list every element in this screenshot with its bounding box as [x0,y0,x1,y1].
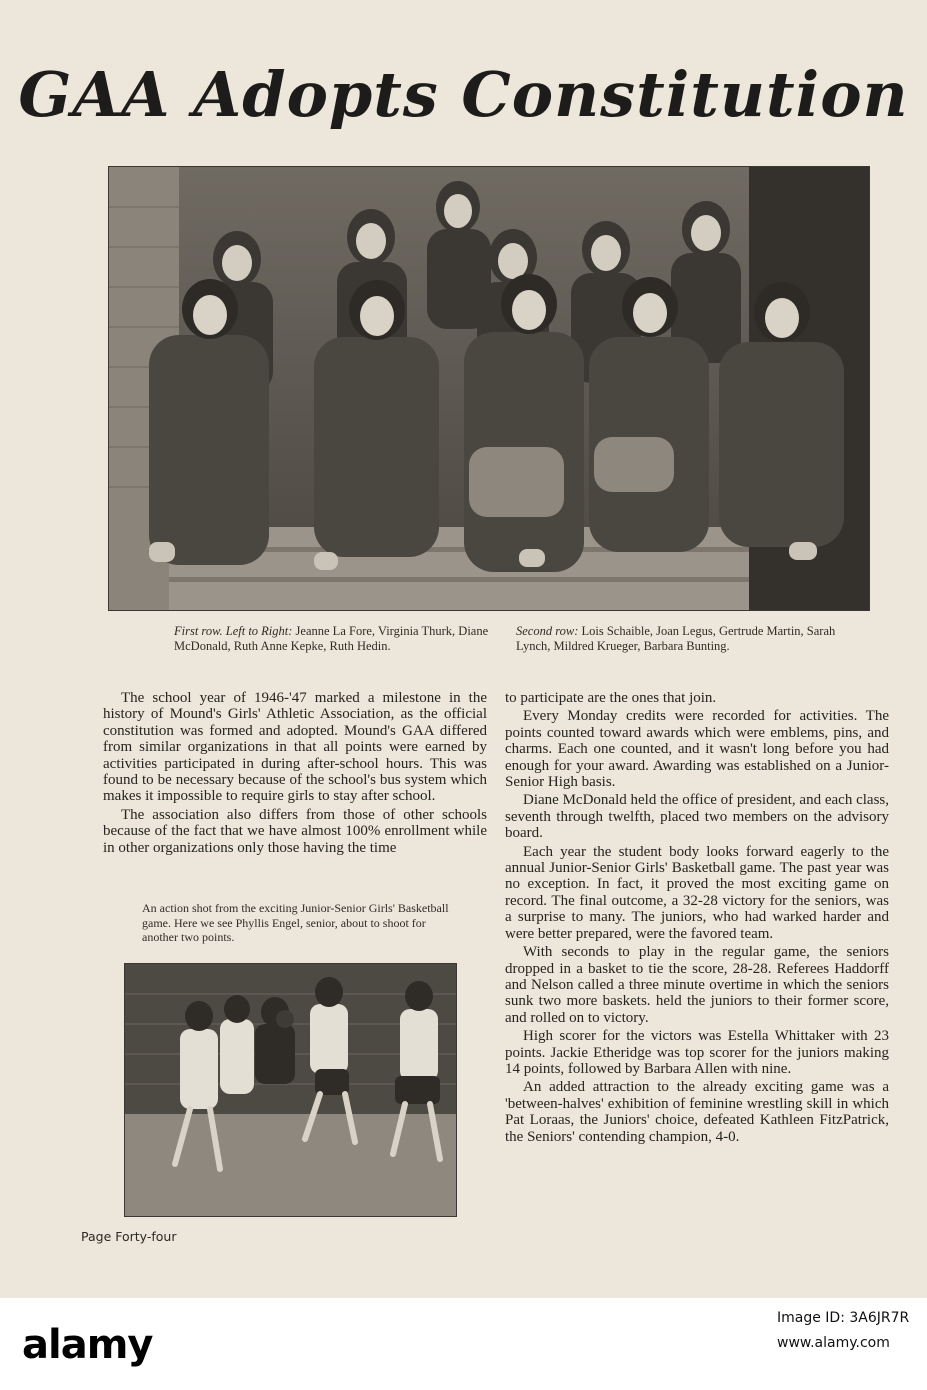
page-headline: GAA Adopts Constitution [18,58,909,131]
article-paragraph: With seconds to play in the regular game, the seniors dropped in a basket to tie the score, 28-28. Referees Haddorff and Nelson called a three minute overtime in which the seniors sunk two more baskets. held the juniors to their former score, and rolled on to victory. [505,944,889,1026]
article-right-column [505,690,889,1147]
article-paragraph: Each year the student body looks forward eagerly to the annual Junior-Senior Girls' Basketball game. The past year was no exception. In fact, it proved the most exciting game on record. The final outcome, a 32-28 victory for the seniors, was a surprise to many. The juniors, who had warked harder and were better prepared, were the favored team. [505,843,889,942]
second-row-label: Second row: [516,624,579,638]
page-number: Page Forty-four [81,1229,177,1244]
group-photo-image [109,167,869,610]
article-paragraph: The association also differs from those of other schools because of the fact that we have almost 100% enrollment while in other organizations only those having the time [103,806,487,856]
action-photo-caption: An action shot from the exciting Junior-Senior Girls' Basketball game. Here we see Phyllis Engel, senior, about to shoot for another two points. [142,901,449,944]
article-paragraph: Every Monday credits were recorded for activities. The points counted toward awards which were emblems, pins, and charms. Each one counted, and it wasn't long before you had enough for your award. Awarding was established on a Junior-Senior High basis. [505,708,889,791]
article-left-column [103,690,487,858]
first-row-names: Jeanne La Fore, Virginia Thurk, Diane McDonald, Ruth Anne Kepke, Ruth Hedin. [174,624,489,653]
watermark-url: www.alamy.com [777,1335,890,1351]
group-photo [108,166,870,611]
article-paragraph: Diane McDonald held the office of president, and each class, seventh through twelfth, placed two members on the advisory board. [505,792,889,842]
basketball-action-photo [124,963,457,1217]
article-paragraph: The school year of 1946-'47 marked a milestone in the history of Mound's Girls' Athletic Association, as the official constitution was formed and adopted. Mound's GAA differed from similar organizations in that all points were earned by activities participated in during after-school hours. This was found to be necessary because of the school's bus system which makes it impossible to require girls to stay after school. [103,690,487,805]
article-continuation: to participate are the ones that join. [505,690,717,706]
first-row-caption [174,624,504,654]
article-paragraph: High scorer for the victors was Estella Whittaker with 23 points. Jackie Etheridge was top scorer for the juniors making 14 points, followed by Barbara Allen with nine. [505,1028,889,1077]
second-row-caption [516,624,836,654]
basketball-action-image [125,964,456,1216]
watermark-logo: alamy [22,1322,153,1368]
article-paragraph: An added attraction to the already exciting game was a 'between-halves' exhibition of feminine wrestling skill in which Pat Loraas, the Juniors' choice, defeated Kathleen FitzPatrick, the Seniors' contending champion, 4-0. [505,1079,889,1145]
second-row-names: Lois Schaible, Joan Legus, Gertrude Martin, Sarah Lynch, Mildred Krueger, Barbara Bunting. [516,624,836,653]
first-row-label: First row. Left to Right: [174,624,293,638]
watermark-image-id: Image ID: 3A6JR7R [777,1310,910,1326]
